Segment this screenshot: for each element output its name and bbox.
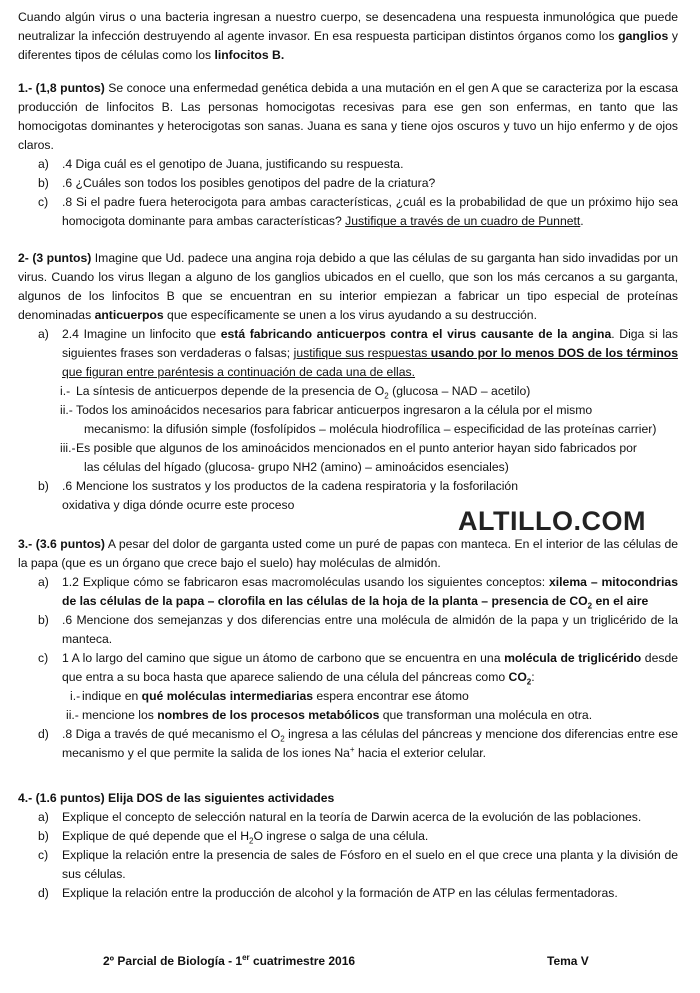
item-text-3: hacia el exterior celular. [354,746,486,760]
item-marker: a) [38,157,49,171]
item-text: Explique de qué depende que el H [62,829,250,843]
question-3-b [18,611,678,649]
item-text: 1 A lo largo del camino que sigue un átomo de carbono que se encuentra en una [62,651,505,665]
item-marker: a) [38,575,49,589]
item-underlined-bold: usando por lo menos DOS de los términos [430,346,678,360]
item-text-2: . Diga si las siguientes frases son verdaderas o falsas; [62,327,678,360]
question-3-text: A pesar del dolor de garganta usted come un puré de papas con manteca. En el interior de las células de la papa (que es un órgano que crece bajo el suelo) hay moléculas de almidón. [18,537,679,570]
question-4-c [18,846,678,884]
item-underlined-2: que figuran entre paréntesis a continuación de cada una de ellas. [62,365,416,379]
question-2-stem [18,249,678,325]
subscript: 2 [249,836,254,846]
subitem-continuation: mecanismo: la difusión simple (fosfolípidos – molécula hiodrofílica – especificidad de las proteínas carrier) [84,422,657,436]
item-underlined-text: Justifique a través de un cuadro de Punnett [345,214,581,228]
item-bold: está fabricando anticuerpos contra el virus causante de la angina [220,327,612,341]
subitem-marker: i.- [60,384,71,398]
superscript: er [242,953,250,962]
footer-course-text: 2º Parcial de Biología - 1 [103,954,243,968]
question-1-text: Se conoce una enfermedad genética debida a una mutación en el gen A que se caracteriza por la escasa producción de linfocitos B. Las personas homocigotas recesivas para ese gen son enfermas, en tanto que las homocigotas dominantes y heterocigotas son sanas. Juana es sana y tiene ojos oscuros y tuvo un hijo enfermo y de ojos claros. [18,81,678,152]
subitem-text-2: espera encontrar ese átomo [313,689,469,703]
item-text: .6 Mencione los sustratos y los productos de la cadena respiratoria y la fosforilación oxidativa y diga dónde ocurre este proceso [62,479,518,512]
question-2-a-ii [18,401,678,439]
item-marker: a) [38,327,49,341]
superscript: + [349,744,355,754]
intro-bold-ganglios: ganglios [618,29,669,43]
subitem-marker: iii.- [60,441,76,455]
item-marker: b) [38,479,49,493]
item-text: Explique la relación entre la presencia de sales de Fósforo en el suelo en el que crece una planta y la división de sus células. [62,848,678,881]
question-2-text: Imagine que Ud. padece una angina roja debido a que las células de su garganta han sido invadidas por un virus. Cuando los virus llegan a alguno de los ganglios ubicados en el cuello, que son los más cercanos a su garganta, algunos de los linfocitos B que se encuentran en su interior empiezan a fabricar un tipo especial de proteínas denominadas [18,251,678,322]
altillo-watermark: ALTILLO.COM [458,506,646,536]
footer-course [103,952,355,971]
item-bold: molécula de triglicérido [504,651,642,665]
subitem-marker: ii.- [66,708,79,722]
question-3-a [18,573,678,611]
item-bold: xilema – mitocondrias de las células de la papa – clorofila en las células de la hoja de la planta – presencia de CO [62,575,678,608]
subitem-text: La síntesis de anticuerpos depende de la presencia de O [76,384,385,398]
subitem-text: Es posible que algunos de los aminoácidos mencionados en el punto anterior hayan sido fabricados por [76,441,637,455]
question-4-stem [18,789,678,808]
subitem-marker: i.- [70,689,81,703]
question-2-a [18,325,678,382]
question-3-c-ii [18,706,678,725]
item-marker: d) [38,727,49,741]
question-1 [18,79,678,231]
question-3-c [18,649,678,687]
item-text-2: O ingrese o salga de una célula. [253,829,429,843]
subscript: 2 [526,677,532,687]
item-text-2: desde que entra a su boca hasta que aparece saliendo de una célula del páncreas como [62,651,679,684]
question-1-stem [18,79,678,155]
item-text-end: . [580,214,584,228]
item-text: Explique el concepto de selección natural en la teoría de Darwin acerca de la evolución de las poblaciones. [62,810,642,824]
question-4-b [18,827,678,846]
subscript: 2 [280,734,285,744]
subitem-continuation: las células del hígado (glucosa- grupo NH2 (amino) – aminoácidos esenciales) [84,460,509,474]
question-1-b [18,174,678,193]
question-4 [18,789,678,903]
question-3-heading: 3.- (3.6 puntos) [18,537,105,551]
intro-text: Cuando algún virus o una bacteria ingresan a nuestro cuerpo, se desencadena una respuesta inmunológica que puede neutralizar la infección destruyendo al agente invasor. En esa respuesta participan distintos órganos como los [18,10,678,43]
subitem-text: Todos los aminoácidos necesarios para fabricar anticuerpos ingresaron a la célula por el mismo [76,403,593,417]
item-text: .6 ¿Cuáles son todos los posibles genotipos del padre de la criatura? [62,176,436,190]
question-2 [18,249,678,515]
footer-tema: Tema V [547,954,589,968]
footer-course-text-2: cuatrimestre 2016 [249,954,356,968]
subitem-bold: nombres de los procesos metabólicos [157,708,380,722]
question-1-c [18,193,678,231]
item-text-3: : [531,670,535,684]
item-text: .4 Diga cuál es el genotipo de Juana, justificando su respuesta. [62,157,404,171]
item-underlined: justifique sus respuestas [293,346,431,360]
item-marker: c) [38,848,49,862]
exam-page [18,8,678,903]
question-4-d [18,884,678,903]
question-3-d [18,725,678,763]
intro-bold-linfocitos: linfocitos B. [214,48,285,62]
item-text: .8 Si el padre fuera heterocigota para ambas características, ¿cuál es la probabilidad de que un próximo hijo sea homocigota dominante para ambas características? [62,195,678,228]
subscript: 2 [587,601,593,611]
item-text: 2.4 Imagine un linfocito que [62,327,221,341]
question-4-a [18,808,678,827]
item-text: .6 Mencione dos semejanzas y dos diferencias entre una molécula de almidón de la papa y un triglicérido de la manteca. [62,613,678,646]
item-marker: b) [38,613,49,627]
subitem-text-2: (glucosa – NAD – acetilo) [388,384,531,398]
question-3-c-i [18,687,678,706]
item-marker: a) [38,810,49,824]
intro-text-2: y diferentes tipos de células como los [18,29,678,62]
subscript: 2 [384,391,389,401]
subitem-text-2: que transforman una molécula en otra. [379,708,593,722]
question-2-heading: 2- (3 puntos) [18,251,92,265]
item-marker: b) [38,176,49,190]
item-marker: c) [38,651,49,665]
question-4-heading: 4.- (1.6 puntos) Elija DOS de las siguientes actividades [18,791,335,805]
subitem-bold: qué moléculas intermediarias [141,689,314,703]
item-marker: c) [38,195,49,209]
question-1-heading: 1.- (1,8 puntos) [18,81,105,95]
item-text: 1.2 Explique cómo se fabricaron esas macromoléculas usando los siguientes conceptos: [62,575,549,589]
item-bold-2: en el aire [592,594,649,608]
intro-paragraph [18,8,678,65]
question-2-bold: anticuerpos [94,308,164,322]
subitem-text: mencione los [82,708,158,722]
subitem-text: indique en [82,689,142,703]
item-text: .8 Diga a través de qué mecanismo el O [62,727,281,741]
item-marker: d) [38,886,49,900]
question-3 [18,535,678,763]
item-marker: b) [38,829,49,843]
question-2-a-iii [18,439,678,477]
item-text-2: ingresa a las células del páncreas y mencione dos diferencias entre ese mecanismo y el que permite la salida de los iones Na [62,727,678,760]
question-3-stem [18,535,678,573]
subitem-marker: ii.- [60,403,73,417]
question-1-a [18,155,678,174]
question-2-a-i [18,382,678,401]
item-text: Explique la relación entre la producción de alcohol y la formación de ATP en las células fermentadoras. [62,886,618,900]
question-2-text-2: que específicamente se unen a los virus ayudando a su destrucción. [163,308,537,322]
item-bold-2: CO [508,670,527,684]
